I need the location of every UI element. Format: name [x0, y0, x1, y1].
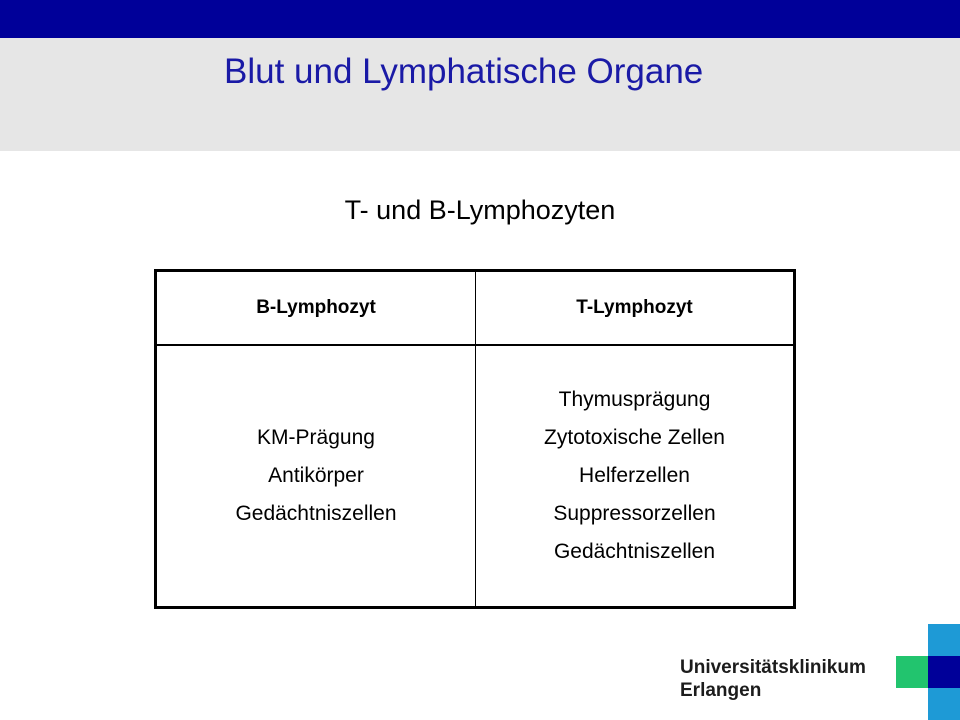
logo-square-navy: [928, 656, 960, 688]
lymphocyte-comparison-table: [154, 269, 796, 609]
list-item: Gedächtniszellen: [553, 540, 716, 563]
table-row: [156, 345, 795, 608]
list-item: Thymusprägung: [558, 388, 711, 411]
list-item: Helferzellen: [579, 464, 690, 487]
list-item: Antikörper: [268, 464, 364, 487]
list-item: Suppressorzellen: [553, 502, 716, 525]
logo-square-cyan-top: [928, 624, 960, 656]
b-lymphozyt-cell: [156, 345, 476, 608]
logo-line-2: Erlangen: [680, 680, 762, 701]
slide-title: Blut und Lymphatische Organe: [224, 52, 704, 91]
table-header-row: [156, 271, 795, 346]
logo-line-1: Universitätsklinikum: [680, 657, 866, 678]
header-b-lymphozyt: B-Lymphozyt: [156, 271, 476, 346]
list-item: Gedächtniszellen: [235, 502, 397, 525]
header-t-lymphozyt: T-Lymphozyt: [476, 271, 795, 346]
list-item: Zytotoxische Zellen: [544, 426, 725, 449]
logo-square-cyan-bottom: [928, 688, 960, 720]
logo-text: [680, 656, 866, 702]
slide-subtitle: T- und B-Lymphozyten: [344, 195, 616, 225]
top-bar: [0, 0, 960, 38]
list-item: KM-Prägung: [257, 426, 375, 449]
t-lymphozyt-cell: [476, 345, 795, 608]
logo-square-green: [896, 656, 928, 688]
